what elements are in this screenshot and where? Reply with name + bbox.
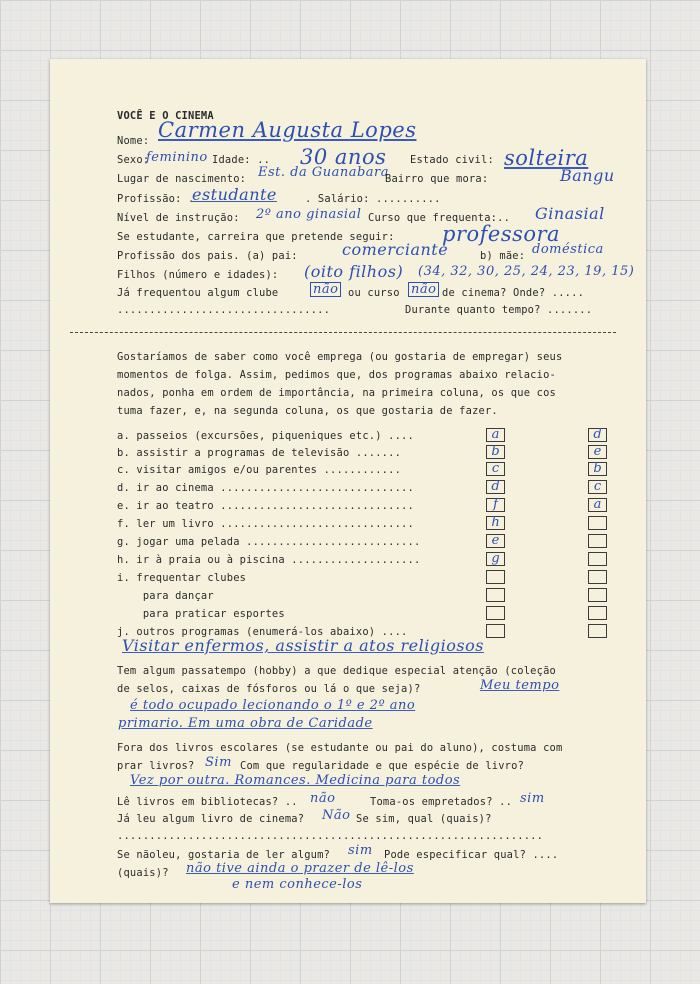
activity-label: j. outros programas (enumerá-los abaixo) .... (117, 626, 408, 638)
activity-col2-box[interactable] (588, 624, 607, 638)
label-sexo: Sexo: (117, 154, 150, 166)
answer-lugar: Est. da Guanabara (258, 165, 390, 180)
activity-col1-box[interactable] (486, 624, 505, 638)
activity-col1-box[interactable]: c (486, 462, 505, 476)
activity-col1-box[interactable] (486, 570, 505, 584)
intro-line-3: nados, ponha em ordem de importância, na primeira coluna, os que cos (117, 387, 556, 399)
label-nivel: Nível de instrução: (117, 212, 240, 224)
answer-hobby-3: primario. Em uma obra de Caridade (118, 716, 373, 731)
label-nome: Nome: (117, 135, 150, 147)
label-naoleu: Se nãoleu, gostaria de ler algum? (117, 849, 331, 861)
answer-filhos: (oito filhos) (304, 262, 404, 281)
label-bibliotecas: Lê livros em bibliotecas? .. (117, 796, 298, 808)
activity-col2-box[interactable]: d (588, 428, 607, 442)
answer-emprestados: sim (520, 791, 545, 806)
answer-clube: não (310, 282, 341, 297)
intro-line-2: momentos de folga. Assim, pedimos que, dos programas abaixo relacio- (117, 369, 556, 381)
activity-col1-box[interactable]: a (486, 428, 505, 442)
activity-label: para praticar esportes (117, 608, 285, 620)
activity-label: c. visitar amigos e/ou parentes ............ (117, 464, 402, 476)
activity-col1-box[interactable] (486, 606, 505, 620)
answer-bairro: Bangu (560, 166, 615, 185)
label-clube: Já frequentou algum clube (117, 287, 279, 299)
label-se-sim: Se sim, qual (quais)? (356, 813, 492, 825)
activity-label: para dançar (117, 590, 214, 602)
answer-mae: doméstica (532, 242, 604, 257)
label-mae: b) mãe: (480, 250, 526, 262)
label-pode: Pode especificar qual? .... (384, 849, 559, 861)
answer-pai: comerciante (342, 240, 449, 259)
intro-line-4: tuma fazer, e, na segunda coluna, os que gostaria de fazer. (117, 405, 498, 417)
activity-label: d. ir ao cinema .............................. (117, 482, 414, 494)
answer-compra: Sim (205, 755, 232, 770)
activity-col2-box[interactable]: c (588, 480, 607, 494)
label-lugar: Lugar de nascimento: (117, 173, 247, 185)
form-title: VOCÊ E O CINEMA (117, 110, 214, 122)
activity-col1-box[interactable]: h (486, 516, 505, 530)
activity-col1-box[interactable]: b (486, 445, 505, 459)
label-quais: (quais)? (117, 867, 169, 879)
activity-col2-box[interactable] (588, 588, 607, 602)
answer-quais-2: e nem conhece-los (232, 877, 363, 892)
answer-hobby-2: é todo ocupado lecionando o 1º e 2º ano (130, 698, 416, 713)
activity-label: g. jogar uma pelada ........................... (117, 536, 421, 548)
answer-profissao: estudante (192, 185, 277, 204)
livros-regularidade: Com que regularidade e que espécie de livro? (240, 760, 525, 772)
label-ou-curso: ou curso (348, 287, 400, 299)
activity-col2-box[interactable]: b (588, 462, 607, 476)
activity-label: f. ler um livro .............................. (117, 518, 414, 530)
label-durante: Durante quanto tempo? ....... (405, 304, 593, 316)
activity-col2-box[interactable] (588, 534, 607, 548)
dots-onde: ................................. (117, 304, 331, 316)
answer-idades: (34, 32, 30, 25, 24, 23, 19, 15) (418, 264, 635, 279)
answer-sexo: feminino (146, 150, 208, 165)
label-se-estudante: Se estudante, carreira que pretende seguir: (117, 231, 395, 243)
activity-col1-box[interactable] (486, 588, 505, 602)
answer-idade: 30 anos (300, 145, 387, 169)
answer-bibliotecas: não (310, 791, 336, 806)
answer-nome: Carmen Augusta Lopes (158, 118, 417, 142)
activity-col2-box[interactable]: e (588, 445, 607, 459)
dots-livro: .................................................................. (117, 830, 544, 842)
hobby-line-2: de selos, caixas de fósforos ou lá o que seja)? (117, 683, 421, 695)
divider-dashed (70, 332, 616, 333)
activity-label: i. frequentar clubes (117, 572, 247, 584)
answer-estado-civil: solteira (504, 146, 589, 170)
livros-line-2: prar livros? (117, 760, 195, 772)
answer-curso: Ginasial (535, 204, 605, 223)
livros-line-1: Fora dos livros escolares (se estudante ou pai do aluno), costuma com (117, 742, 563, 754)
answer-gostaria: sim (348, 843, 373, 858)
activity-label: h. ir à praia ou à piscina .................... (117, 554, 421, 566)
activity-col2-box[interactable] (588, 516, 607, 530)
label-emprestados: Toma-os empretados? .. (370, 796, 513, 808)
answer-hobby-1: Meu tempo (480, 678, 560, 693)
activity-col1-box[interactable]: f (486, 498, 505, 512)
activity-col1-box[interactable]: e (486, 534, 505, 548)
label-estado-civil: Estado civil: (410, 154, 494, 166)
activity-label: e. ir ao teatro .............................. (117, 500, 414, 512)
activity-col2-box[interactable] (588, 606, 607, 620)
hobby-line-1: Tem algum passatempo (hobby) a que dedique especial atenção (coleção (117, 665, 556, 677)
answer-leu-cinema: Não (322, 808, 351, 823)
activity-col1-box[interactable]: g (486, 552, 505, 566)
label-leu-cinema: Já leu algum livro de cinema? (117, 813, 305, 825)
activity-col2-box[interactable]: a (588, 498, 607, 512)
answer-outros-programas: Visitar enfermos, assistir a atos religiosos (122, 636, 484, 655)
answer-curso-cinema: não (408, 282, 439, 297)
answer-regularidade: Vez por outra. Romances. Medicina para todos (130, 773, 461, 788)
activity-col1-box[interactable]: d (486, 480, 505, 494)
label-curso: Curso que frequenta:.. (368, 212, 511, 224)
label-filhos: Filhos (número e idades): (117, 269, 279, 281)
answer-carreira: professora (442, 222, 561, 246)
label-salario: . Salário: .......... (305, 193, 441, 205)
answer-nivel: 2º ano ginasial (256, 207, 362, 222)
answer-quais: não tive ainda o prazer de lê-los (186, 861, 414, 876)
activity-label: b. assistir a programas de televisão ....... (117, 447, 402, 459)
label-bairro: Bairro que mora: (385, 173, 489, 185)
label-idade: Idade: .. (212, 154, 271, 166)
activity-col2-box[interactable] (588, 570, 607, 584)
label-de-cinema: de cinema? Onde? ..... (442, 287, 585, 299)
intro-line-1: Gostaríamos de saber como você emprega (ou gostaria de empregar) seus (117, 351, 563, 363)
activity-col2-box[interactable] (588, 552, 607, 566)
activity-label: a. passeios (excursões, piqueniques etc.) .... (117, 430, 414, 442)
label-profissao: Profissão: . (117, 193, 195, 205)
label-prof-pais: Profissão dos pais. (a) pai: (117, 250, 298, 262)
